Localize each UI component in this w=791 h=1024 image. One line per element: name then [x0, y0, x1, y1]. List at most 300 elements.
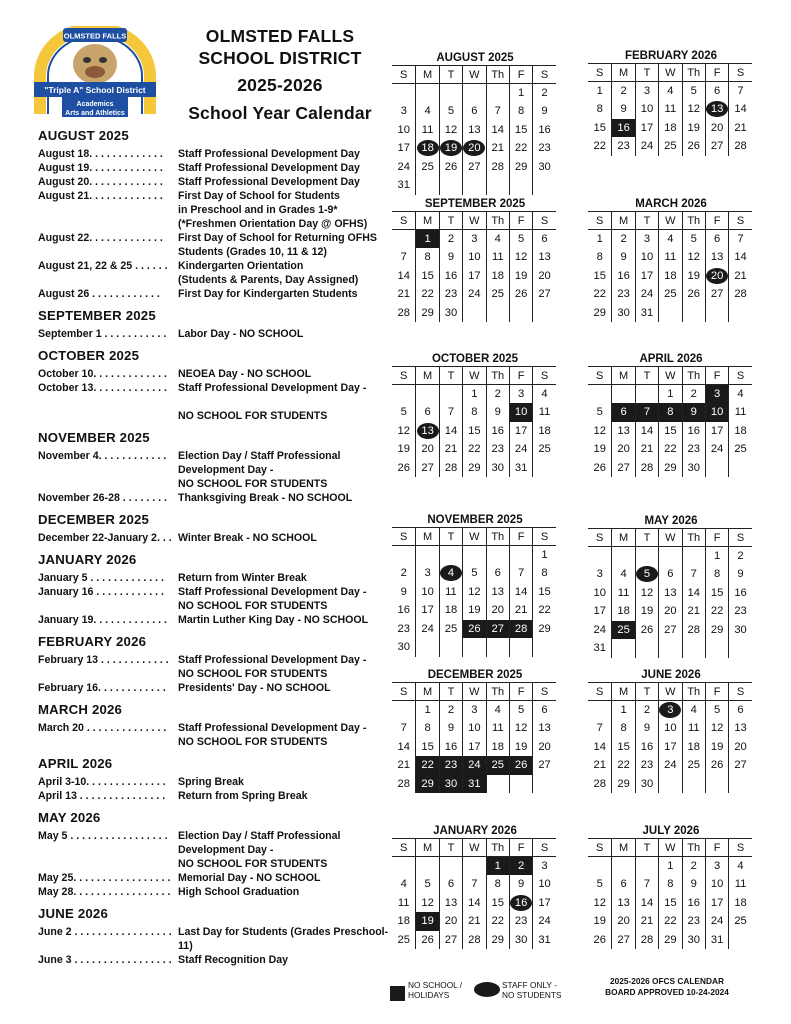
day-cell: 21	[728, 267, 751, 286]
day-cell: 26	[682, 285, 705, 304]
weekday-header: F	[509, 211, 532, 230]
day-cell: 6	[611, 875, 634, 894]
weekday-header: F	[509, 838, 532, 857]
calendar-title: JANUARY 2026	[433, 825, 517, 837]
empty-cell	[392, 230, 415, 249]
calendar-title: JULY 2026	[642, 825, 700, 837]
day-cell: 4	[532, 385, 555, 404]
weekday-header: Th	[682, 211, 705, 230]
day-cell: 12	[462, 583, 485, 602]
day-cell: 7	[728, 230, 751, 249]
day-cell: 9	[439, 719, 462, 738]
day-cell: 16	[682, 422, 705, 441]
event-date: January 5 . . . . . . . . . . . . .	[38, 572, 164, 584]
day-cell: 27	[705, 137, 728, 156]
empty-cell	[635, 385, 658, 404]
day-cell: 28	[635, 931, 658, 950]
event-description: NEOEA Day - NO SCHOOL	[178, 368, 312, 380]
weekday-header: F	[705, 63, 728, 82]
day-cell: 5	[682, 82, 705, 101]
event-row	[38, 231, 390, 259]
day-cell: 26	[509, 285, 532, 304]
day-cell: 5	[400, 406, 407, 418]
weekday-header: S	[392, 682, 415, 701]
weekday-header: F	[509, 65, 532, 84]
day-cell: 11	[682, 719, 705, 738]
event-row	[38, 189, 390, 231]
day-cell: 7	[400, 251, 407, 263]
day-cell: 20	[532, 738, 555, 757]
weekday-header: W	[462, 65, 485, 84]
event-row	[38, 175, 390, 189]
weekday-header: Th	[486, 527, 509, 546]
day-cell: 28	[486, 158, 509, 177]
svg-text:"Triple A" School District: "Triple A" School District	[44, 85, 146, 95]
empty-cell	[415, 638, 438, 657]
empty-cell	[439, 638, 462, 657]
day-cell: 10	[415, 583, 438, 602]
day-cell: 3	[596, 568, 603, 580]
calendar-days	[588, 211, 754, 322]
day-cell: 8	[658, 875, 681, 894]
event-description: Kindergarten Orientation (Students & Parents, Day Assigned)	[178, 260, 359, 286]
empty-cell	[439, 84, 462, 103]
day-cell: 1	[509, 84, 532, 103]
day-cell: 9	[400, 585, 407, 598]
weekday-header: S	[392, 65, 415, 84]
event-description: First Day for Kindergarten Students	[178, 288, 358, 300]
day-cell: 16	[397, 604, 410, 616]
weekday-header: W	[462, 211, 485, 230]
event-description: First Day of School for Returning OFHS Students (Grades 10, 11 & 12)	[178, 232, 377, 258]
weekday-header: S	[532, 527, 555, 546]
empty-cell	[682, 547, 705, 566]
day-cell: 16	[486, 422, 509, 441]
day-cell-holiday: 3	[705, 385, 728, 404]
approval-note	[592, 976, 742, 998]
day-cell: 2	[439, 230, 462, 249]
weekday-header: Th	[486, 366, 509, 385]
weekday-header: S	[532, 682, 555, 701]
day-cell: 17	[415, 601, 438, 620]
empty-cell	[635, 639, 658, 658]
svg-text:Academics: Academics	[76, 101, 114, 108]
event-date: August 19. . . . . . . . . . . . .	[38, 162, 163, 174]
day-cell: 7	[728, 82, 751, 101]
day-cell: 26	[593, 933, 606, 946]
day-cell: 16	[532, 121, 555, 140]
day-cell: 28	[397, 306, 410, 319]
day-cell: 16	[635, 738, 658, 757]
event-description: Martin Luther King Day - NO SCHOOL	[178, 614, 369, 626]
day-cell: 28	[593, 777, 606, 790]
day-cell: 12	[415, 894, 438, 913]
day-cell: 28	[635, 459, 658, 478]
day-cell: 11	[532, 403, 555, 422]
empty-cell	[658, 639, 681, 658]
weekday-header: S	[728, 366, 751, 385]
day-cell-holiday: 2	[509, 857, 532, 876]
empty-cell	[415, 176, 438, 195]
day-cell-holiday: 25	[486, 756, 509, 775]
day-cell: 31	[397, 179, 410, 191]
day-cell: 14	[682, 584, 705, 603]
day-cell: 2	[728, 547, 751, 566]
day-cell: 23	[486, 440, 509, 459]
weekday-header: Th	[682, 838, 705, 857]
day-cell: 29	[486, 931, 509, 950]
day-cell: 2	[611, 230, 634, 249]
calendar-days	[588, 528, 754, 658]
empty-cell	[509, 304, 532, 323]
day-cell: 21	[397, 759, 410, 771]
day-cell: 2	[635, 701, 658, 720]
day-cell: 29	[509, 158, 532, 177]
empty-cell	[682, 304, 705, 323]
day-cell: 21	[509, 601, 532, 620]
empty-cell	[486, 775, 509, 794]
holiday-swatch	[390, 986, 405, 1001]
legend-staff-label: STAFF ONLY - NO STUDENTS	[502, 980, 562, 1000]
day-cell: 8	[486, 875, 509, 894]
day-cell: 27	[415, 459, 438, 478]
day-cell: 22	[462, 440, 485, 459]
calendar-title: OCTOBER 2025	[431, 353, 519, 365]
day-cell: 3	[705, 857, 728, 876]
weekday-header: T	[635, 838, 658, 857]
event-row	[38, 721, 390, 749]
legend-holiday-label: NO SCHOOL / HOLIDAYS	[408, 980, 463, 1000]
approval-line2: BOARD APPROVED 10-24-2024	[605, 987, 729, 997]
calendar-days	[392, 65, 558, 195]
day-cell: 18	[682, 738, 705, 757]
day-cell: 15	[415, 738, 438, 757]
empty-cell	[439, 385, 462, 404]
day-cell: 26	[439, 158, 462, 177]
svg-text:Arts and Athletics: Arts and Athletics	[65, 110, 125, 117]
day-cell: 10	[593, 586, 606, 599]
day-cell: 9	[509, 875, 532, 894]
day-cell: 26	[635, 621, 658, 640]
month-heading: SEPTEMBER 2025	[38, 308, 156, 323]
day-cell: 2	[611, 82, 634, 101]
event-description: Winter Break - NO SCHOOL	[178, 532, 317, 544]
event-date: June 2 . . . . . . . . . . . . . . . . .	[38, 926, 172, 938]
event-row	[38, 885, 390, 899]
event-row	[38, 775, 390, 789]
event-description: Staff Professional Development Day - NO SCHOOL FOR STUDENTS	[178, 586, 367, 612]
day-cell: 20	[705, 119, 728, 138]
day-cell: 17	[635, 119, 658, 138]
day-cell: 12	[509, 719, 532, 738]
empty-cell	[532, 176, 555, 195]
weekday-header: W	[462, 527, 485, 546]
event-description: Labor Day - NO SCHOOL	[178, 328, 304, 340]
day-cell: 30	[486, 459, 509, 478]
day-cell: 21	[635, 440, 658, 459]
empty-cell	[682, 775, 705, 794]
empty-cell	[635, 547, 658, 566]
empty-cell	[509, 775, 532, 794]
day-cell-holiday: 6	[611, 403, 634, 422]
empty-cell	[415, 546, 438, 565]
weekday-header: M	[415, 211, 438, 230]
day-cell: 26	[593, 461, 606, 474]
day-cell: 19	[509, 267, 532, 286]
day-cell: 3	[415, 564, 438, 583]
day-cell: 26	[415, 931, 438, 950]
event-description: Staff Professional Development Day	[178, 148, 360, 160]
empty-cell	[588, 857, 611, 876]
empty-cell	[486, 304, 509, 323]
day-cell: 8	[596, 103, 603, 115]
day-cell: 8	[415, 248, 438, 267]
day-cell: 12	[593, 424, 606, 437]
weekday-header: S	[532, 366, 555, 385]
month-heading: DECEMBER 2025	[38, 512, 150, 527]
event-date: October 10. . . . . . . . . . . . .	[38, 368, 167, 380]
day-cell: 18	[658, 119, 681, 138]
day-cell: 12	[397, 424, 410, 437]
day-cell: 14	[462, 894, 485, 913]
day-cell: 15	[658, 894, 681, 913]
day-cell: 31	[509, 459, 532, 478]
day-cell-holiday: 10	[509, 403, 532, 422]
day-cell: 17	[462, 738, 485, 757]
empty-cell	[705, 775, 728, 794]
day-cell: 12	[682, 100, 705, 119]
day-cell: 11	[397, 896, 410, 909]
event-description: Thanksgiving Break - NO SCHOOL	[178, 492, 353, 504]
weekday-header: W	[462, 838, 485, 857]
day-cell: 22	[658, 440, 681, 459]
calendar-title: NOVEMBER 2025	[427, 514, 523, 526]
day-cell: 2	[400, 567, 407, 579]
day-cell: 24	[415, 620, 438, 639]
day-cell: 23	[611, 285, 634, 304]
weekday-header: S	[728, 63, 751, 82]
month-heading: JUNE 2026	[38, 906, 108, 921]
day-cell-staff-only: 20	[462, 139, 485, 158]
day-cell: 15	[593, 121, 606, 134]
month-calendar	[392, 669, 558, 793]
weekday-header: S	[728, 211, 751, 230]
event-row	[38, 953, 390, 967]
day-cell: 27	[705, 285, 728, 304]
day-cell: 31	[635, 304, 658, 323]
event-row	[38, 925, 390, 953]
day-cell: 10	[635, 100, 658, 119]
event-row	[38, 491, 390, 505]
empty-cell	[439, 546, 462, 565]
day-cell: 1	[705, 547, 728, 566]
day-cell: 8	[705, 565, 728, 584]
calendar-days	[588, 838, 754, 949]
event-row	[38, 571, 390, 585]
weekday-header: W	[658, 63, 681, 82]
weekday-header: Th	[682, 682, 705, 701]
event-description: Staff Professional Development Day - NO SCHOOL FOR STUDENTS	[178, 654, 367, 680]
event-date: January 16 . . . . . . . . . . . .	[38, 586, 164, 598]
event-row	[38, 681, 390, 695]
day-cell: 14	[728, 100, 751, 119]
weekday-header: F	[705, 682, 728, 701]
event-row	[38, 381, 390, 423]
day-cell: 13	[658, 584, 681, 603]
weekday-header: F	[705, 528, 728, 547]
day-cell: 10	[462, 248, 485, 267]
day-cell: 22	[593, 288, 606, 300]
day-cell: 5	[415, 875, 438, 894]
empty-cell	[392, 546, 415, 565]
month-calendar	[392, 52, 558, 195]
day-cell: 13	[611, 894, 634, 913]
day-cell: 14	[397, 269, 410, 282]
day-cell: 1	[611, 701, 634, 720]
empty-cell	[486, 546, 509, 565]
month-heading: JANUARY 2026	[38, 552, 137, 567]
empty-cell	[415, 857, 438, 876]
day-cell: 29	[532, 620, 555, 639]
event-row	[38, 161, 390, 175]
day-cell-holiday: 28	[509, 620, 532, 639]
empty-cell	[439, 857, 462, 876]
day-cell: 24	[635, 285, 658, 304]
empty-cell	[392, 385, 415, 404]
day-cell: 3	[532, 857, 555, 876]
weekday-header: F	[705, 838, 728, 857]
empty-cell	[611, 639, 634, 658]
empty-cell	[728, 639, 751, 658]
day-cell-holiday: 1	[486, 857, 509, 876]
event-date: April 13 . . . . . . . . . . . . . . .	[38, 790, 166, 802]
day-cell: 2	[532, 84, 555, 103]
day-cell: 18	[486, 267, 509, 286]
day-cell: 28	[682, 621, 705, 640]
empty-cell	[532, 304, 555, 323]
day-cell: 3	[635, 230, 658, 249]
weekday-header: F	[705, 211, 728, 230]
day-cell: 26	[705, 756, 728, 775]
month-calendar	[588, 669, 754, 793]
event-description: Return from Spring Break	[178, 790, 308, 802]
event-row	[38, 327, 390, 341]
day-cell: 29	[462, 459, 485, 478]
calendar-days	[588, 366, 754, 477]
day-cell: 14	[486, 121, 509, 140]
weekday-header: W	[658, 682, 681, 701]
day-cell: 23	[728, 602, 751, 621]
weekday-header: S	[532, 838, 555, 857]
empty-cell	[532, 638, 555, 657]
day-cell: 22	[705, 602, 728, 621]
day-cell: 30	[728, 621, 751, 640]
day-cell: 16	[439, 267, 462, 286]
day-cell: 17	[635, 267, 658, 286]
event-date: August 21, 22 & 25 . . . . . .	[38, 260, 168, 272]
day-cell: 27	[439, 931, 462, 950]
event-description: Return from Winter Break	[178, 572, 307, 584]
day-cell-holiday: 22	[415, 756, 438, 775]
day-cell: 9	[439, 248, 462, 267]
empty-cell	[588, 701, 611, 720]
empty-cell	[705, 639, 728, 658]
weekday-header: T	[635, 682, 658, 701]
calendar-days	[392, 838, 558, 949]
day-cell: 18	[439, 601, 462, 620]
day-cell: 21	[593, 759, 606, 771]
day-cell: 19	[397, 443, 410, 455]
day-cell: 7	[439, 403, 462, 422]
day-cell: 20	[728, 738, 751, 757]
day-cell-holiday: 25	[611, 621, 634, 640]
day-cell: 13	[486, 583, 509, 602]
empty-cell	[509, 638, 532, 657]
day-cell: 14	[635, 894, 658, 913]
weekday-header: S	[728, 682, 751, 701]
calendar-title: APRIL 2026	[639, 353, 703, 365]
weekday-header: T	[439, 838, 462, 857]
day-cell: 11	[728, 875, 751, 894]
day-cell-holiday: 26	[462, 620, 485, 639]
weekday-header: F	[509, 366, 532, 385]
day-cell: 6	[705, 82, 728, 101]
weekday-header: W	[462, 366, 485, 385]
empty-cell	[486, 84, 509, 103]
day-cell: 15	[509, 121, 532, 140]
empty-cell	[705, 304, 728, 323]
event-date: August 21. . . . . . . . . . . . .	[38, 190, 163, 202]
day-cell: 4	[415, 102, 438, 121]
day-cell: 1	[532, 546, 555, 565]
day-cell: 30	[682, 931, 705, 950]
empty-cell	[439, 176, 462, 195]
day-cell-holiday: 27	[486, 620, 509, 639]
day-cell: 9	[532, 102, 555, 121]
empty-cell	[462, 638, 485, 657]
event-description: Last Day for Students (Grades Preschool-11)	[178, 926, 389, 952]
event-description: High School Graduation	[178, 886, 300, 898]
weekday-header: S	[392, 366, 415, 385]
month-heading: OCTOBER 2025	[38, 348, 140, 363]
school-year: 2025-2026	[237, 75, 323, 95]
month-calendar	[392, 198, 558, 322]
weekday-header: M	[415, 527, 438, 546]
day-cell: 7	[486, 102, 509, 121]
event-row	[38, 259, 390, 287]
month-calendar	[392, 514, 558, 657]
day-cell-staff-only: 4	[439, 564, 462, 583]
day-cell: 10	[397, 123, 410, 136]
day-cell: 4	[486, 701, 509, 720]
day-cell: 26	[397, 461, 410, 474]
day-cell: 9	[635, 719, 658, 738]
day-cell: 15	[532, 583, 555, 602]
day-cell: 22	[658, 912, 681, 931]
month-calendar	[588, 825, 754, 949]
calendar-title: FEBRUARY 2026	[624, 50, 718, 62]
day-cell: 12	[705, 719, 728, 738]
day-cell: 25	[658, 137, 681, 156]
empty-cell	[658, 304, 681, 323]
day-cell: 28	[439, 459, 462, 478]
day-cell: 1	[596, 232, 603, 245]
day-cell-holiday: 24	[462, 756, 485, 775]
empty-cell	[658, 547, 681, 566]
month-heading: NOVEMBER 2025	[38, 430, 150, 445]
day-cell: 6	[486, 564, 509, 583]
event-description: Election Day / Staff Professional Development Day - NO SCHOOL FOR STUDENTS	[178, 830, 341, 870]
